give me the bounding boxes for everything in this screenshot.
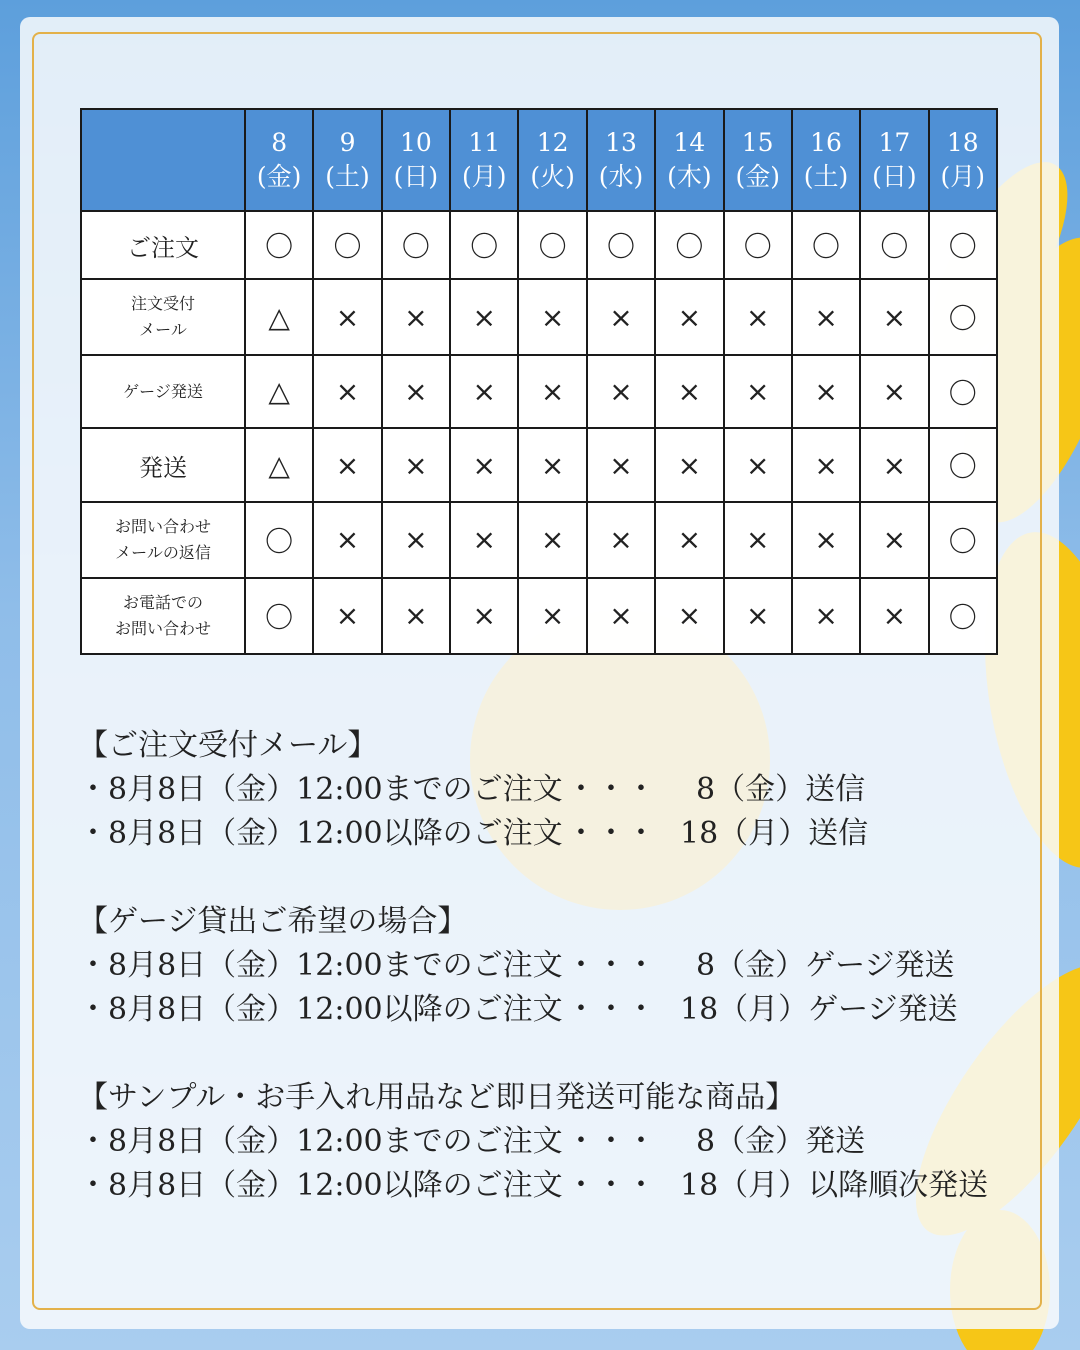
- availability-cell: [518, 211, 586, 279]
- day-of-week: (月): [940, 162, 986, 191]
- availability-cell: [792, 428, 860, 501]
- availability-mark: 〇: [812, 230, 841, 264]
- corner-cell: [81, 109, 245, 211]
- row-label: [81, 578, 245, 654]
- availability-cell: [860, 502, 928, 578]
- availability-mark: ×: [609, 448, 633, 482]
- day-of-week: (日): [393, 162, 439, 191]
- availability-cell: [382, 279, 450, 355]
- availability-cell: [245, 502, 313, 578]
- availability-mark: ×: [335, 448, 360, 482]
- availability-mark: ×: [540, 375, 565, 409]
- availability-cell: [860, 428, 928, 501]
- result-text: 8（金）ゲージ発送: [696, 948, 955, 983]
- day-of-week: (火): [530, 162, 575, 191]
- schedule-row: [81, 578, 997, 654]
- availability-cell: [587, 355, 655, 428]
- note-line: [78, 1164, 1038, 1208]
- note-title: 【ご注文受付メール】: [78, 728, 378, 763]
- note-line: [78, 768, 1038, 812]
- order-cutoff-text: ・8月8日（金）12:00以降のご注文: [78, 816, 563, 851]
- schedule-body: [81, 211, 997, 654]
- order-cutoff-text: ・8月8日（金）12:00以降のご注文: [78, 992, 563, 1027]
- availability-mark: 〇: [606, 230, 635, 264]
- availability-mark: ×: [745, 448, 770, 482]
- schedule-row: [81, 355, 997, 428]
- availability-mark: 〇: [948, 230, 977, 264]
- day-number: 14: [673, 128, 706, 157]
- result-text: 18（月）送信: [680, 816, 869, 851]
- availability-mark: 〇: [948, 524, 977, 558]
- availability-mark: 〇: [265, 524, 294, 558]
- day-header-11: [450, 109, 518, 211]
- availability-cell: [860, 211, 928, 279]
- availability-mark: 〇: [675, 230, 704, 264]
- availability-cell: [382, 355, 450, 428]
- availability-cell: [655, 428, 723, 501]
- availability-mark: ×: [404, 523, 428, 557]
- day-header-15: [724, 109, 792, 211]
- availability-mark: ×: [472, 300, 496, 334]
- availability-mark: ×: [609, 599, 633, 633]
- availability-mark: ×: [540, 523, 565, 557]
- availability-cell: [382, 502, 450, 578]
- availability-cell: [929, 428, 997, 501]
- availability-cell: [929, 355, 997, 428]
- availability-cell: [655, 279, 723, 355]
- day-header-16: [792, 109, 860, 211]
- availability-mark: ×: [540, 448, 565, 482]
- availability-cell: [450, 428, 518, 501]
- schedule-row: [81, 279, 997, 355]
- availability-cell: [724, 578, 792, 654]
- availability-cell: [518, 502, 586, 578]
- day-of-week: (水): [598, 162, 644, 191]
- result-text: 18（月）以降順次発送: [680, 1168, 989, 1203]
- day-of-week: (月): [462, 162, 507, 191]
- row-label: [81, 428, 245, 501]
- availability-mark: ×: [540, 300, 565, 334]
- day-of-week: (木): [667, 162, 712, 191]
- availability-mark: 〇: [948, 450, 977, 484]
- note-line: [78, 988, 1038, 1032]
- availability-mark: ×: [404, 300, 428, 334]
- availability-mark: 〇: [333, 230, 362, 264]
- availability-mark: 〇: [265, 230, 294, 264]
- availability-mark: ×: [882, 599, 907, 633]
- row-label: [81, 355, 245, 428]
- schedule-row: [81, 428, 997, 501]
- row-label: [81, 502, 245, 578]
- availability-cell: [245, 578, 313, 654]
- note-group: [78, 1076, 1038, 1208]
- notes-section: [78, 724, 1038, 1252]
- availability-cell: [724, 355, 792, 428]
- availability-mark: 〇: [948, 600, 977, 634]
- day-header-9: [313, 109, 381, 211]
- availability-cell: [860, 279, 928, 355]
- note-title: 【ゲージ貸出ご希望の場合】: [78, 904, 468, 939]
- day-header-12: [518, 109, 586, 211]
- availability-cell: [518, 428, 586, 501]
- availability-cell: [245, 428, 313, 501]
- availability-cell: [245, 355, 313, 428]
- availability-mark: ×: [677, 523, 702, 557]
- availability-mark: ×: [882, 375, 907, 409]
- result-text: 18（月）ゲージ発送: [680, 992, 958, 1027]
- availability-cell: [382, 428, 450, 501]
- availability-cell: [313, 211, 381, 279]
- availability-mark: ×: [745, 300, 770, 334]
- availability-mark: ×: [472, 448, 496, 482]
- availability-mark: ×: [677, 448, 702, 482]
- availability-cell: [860, 578, 928, 654]
- day-header-17: [860, 109, 928, 211]
- availability-cell: [792, 279, 860, 355]
- availability-cell: [792, 578, 860, 654]
- day-header-18: [929, 109, 997, 211]
- row-label-line: 注文受付: [130, 294, 195, 314]
- availability-cell: [450, 502, 518, 578]
- availability-mark: ×: [882, 448, 907, 482]
- availability-mark: ×: [745, 375, 770, 409]
- availability-cell: [792, 502, 860, 578]
- availability-cell: [587, 279, 655, 355]
- availability-cell: [724, 502, 792, 578]
- availability-mark: 〇: [265, 600, 294, 634]
- availability-mark: ×: [745, 523, 770, 557]
- availability-cell: [587, 211, 655, 279]
- day-number: 8: [271, 128, 288, 157]
- availability-cell: [587, 578, 655, 654]
- row-label-line: 発送: [139, 453, 187, 482]
- availability-cell: [587, 502, 655, 578]
- availability-mark: 〇: [948, 376, 977, 410]
- day-number: 16: [810, 128, 842, 157]
- availability-mark: ×: [609, 523, 633, 557]
- note-line: [78, 1120, 1038, 1164]
- availability-mark: ×: [814, 523, 838, 557]
- availability-mark: ×: [335, 599, 360, 633]
- schedule-row: [81, 211, 997, 279]
- leader-dots: ・・・: [566, 772, 656, 807]
- schedule-row: [81, 502, 997, 578]
- availability-cell: [655, 502, 723, 578]
- availability-cell: [313, 502, 381, 578]
- day-header-10: [382, 109, 450, 211]
- availability-cell: [518, 279, 586, 355]
- day-number: 9: [339, 128, 356, 157]
- order-cutoff-text: ・8月8日（金）12:00までのご注文: [78, 772, 563, 807]
- row-label-line: お電話での: [122, 592, 203, 612]
- availability-cell: [929, 211, 997, 279]
- availability-cell: [724, 211, 792, 279]
- availability-mark: ×: [472, 599, 496, 633]
- availability-cell: [245, 211, 313, 279]
- availability-cell: [655, 578, 723, 654]
- availability-mark: ×: [335, 523, 360, 557]
- availability-mark: ×: [404, 448, 428, 482]
- day-number: 12: [536, 128, 569, 157]
- row-label-line: ゲージ発送: [123, 381, 203, 401]
- availability-cell: [450, 211, 518, 279]
- availability-mark: 〇: [538, 230, 567, 264]
- availability-cell: [929, 279, 997, 355]
- shipping-schedule-table: [80, 108, 998, 655]
- availability-mark: 〇: [401, 230, 430, 264]
- availability-mark: △: [268, 300, 290, 334]
- note-group: [78, 724, 1038, 856]
- availability-cell: [587, 428, 655, 501]
- availability-mark: ×: [335, 375, 360, 409]
- day-header-14: [655, 109, 723, 211]
- availability-mark: ×: [404, 599, 428, 633]
- result-text: 8（金）送信: [696, 772, 866, 807]
- row-label: [81, 279, 245, 355]
- availability-cell: [724, 428, 792, 501]
- availability-mark: △: [268, 448, 290, 482]
- availability-cell: [382, 211, 450, 279]
- availability-mark: ×: [814, 300, 838, 334]
- note-line: [78, 812, 1038, 856]
- row-label-line: お問い合わせ: [114, 516, 211, 536]
- row-label: [81, 211, 245, 279]
- availability-cell: [313, 279, 381, 355]
- day-of-week: (日): [872, 162, 917, 191]
- row-label-line: メールの返信: [115, 542, 211, 562]
- availability-mark: ×: [882, 300, 907, 334]
- availability-cell: [450, 279, 518, 355]
- row-label-line: お問い合わせ: [114, 618, 211, 638]
- availability-mark: ×: [472, 523, 496, 557]
- availability-mark: ×: [814, 448, 838, 482]
- availability-cell: [313, 355, 381, 428]
- day-number: 13: [605, 128, 637, 157]
- day-number: 18: [946, 128, 979, 157]
- row-label-line: メール: [139, 320, 187, 340]
- availability-mark: ×: [745, 599, 770, 633]
- availability-mark: ×: [609, 300, 633, 334]
- availability-mark: ×: [814, 375, 838, 409]
- availability-cell: [382, 578, 450, 654]
- availability-cell: [313, 578, 381, 654]
- note-group: [78, 900, 1038, 1032]
- availability-mark: 〇: [948, 302, 977, 336]
- day-number: 11: [468, 128, 501, 157]
- order-cutoff-text: ・8月8日（金）12:00以降のご注文: [78, 1168, 563, 1203]
- availability-cell: [655, 211, 723, 279]
- availability-mark: ×: [404, 375, 428, 409]
- order-cutoff-text: ・8月8日（金）12:00までのご注文: [78, 1124, 563, 1159]
- day-number: 10: [399, 128, 432, 157]
- availability-cell: [792, 211, 860, 279]
- availability-cell: [313, 428, 381, 501]
- availability-cell: [450, 578, 518, 654]
- day-number: 17: [878, 128, 911, 157]
- availability-mark: 〇: [743, 230, 772, 264]
- day-of-week: (土): [803, 162, 849, 191]
- day-header-13: [587, 109, 655, 211]
- availability-cell: [792, 355, 860, 428]
- availability-cell: [929, 578, 997, 654]
- day-header-8: [245, 109, 313, 211]
- day-of-week: (金): [735, 162, 780, 191]
- availability-mark: 〇: [470, 230, 499, 264]
- order-cutoff-text: ・8月8日（金）12:00までのご注文: [78, 948, 563, 983]
- day-of-week: (金): [256, 162, 302, 191]
- availability-mark: ×: [882, 523, 907, 557]
- availability-mark: ×: [677, 300, 702, 334]
- day-number: 15: [741, 128, 774, 157]
- availability-cell: [724, 279, 792, 355]
- availability-mark: ×: [814, 599, 838, 633]
- availability-mark: ×: [335, 300, 360, 334]
- availability-mark: ×: [677, 375, 702, 409]
- availability-mark: 〇: [880, 230, 909, 264]
- availability-cell: [655, 355, 723, 428]
- availability-cell: [860, 355, 928, 428]
- availability-cell: [518, 578, 586, 654]
- availability-mark: ×: [677, 599, 702, 633]
- availability-mark: ×: [472, 375, 496, 409]
- leader-dots: ・・・: [566, 816, 656, 851]
- availability-cell: [245, 279, 313, 355]
- availability-mark: ×: [540, 599, 565, 633]
- note-title: 【サンプル・お手入れ用品など即日発送可能な商品】: [78, 1080, 796, 1115]
- header-row: [81, 109, 997, 211]
- availability-mark: △: [268, 375, 290, 409]
- leader-dots: ・・・: [566, 992, 656, 1027]
- availability-cell: [518, 355, 586, 428]
- availability-cell: [929, 502, 997, 578]
- availability-mark: ×: [609, 375, 633, 409]
- leader-dots: ・・・: [566, 948, 656, 983]
- note-line: [78, 944, 1038, 988]
- result-text: 8（金）発送: [696, 1124, 866, 1159]
- availability-cell: [450, 355, 518, 428]
- leader-dots: ・・・: [566, 1124, 656, 1159]
- day-of-week: (土): [325, 162, 370, 191]
- leader-dots: ・・・: [566, 1168, 656, 1203]
- row-label-line: ご注文: [127, 233, 199, 262]
